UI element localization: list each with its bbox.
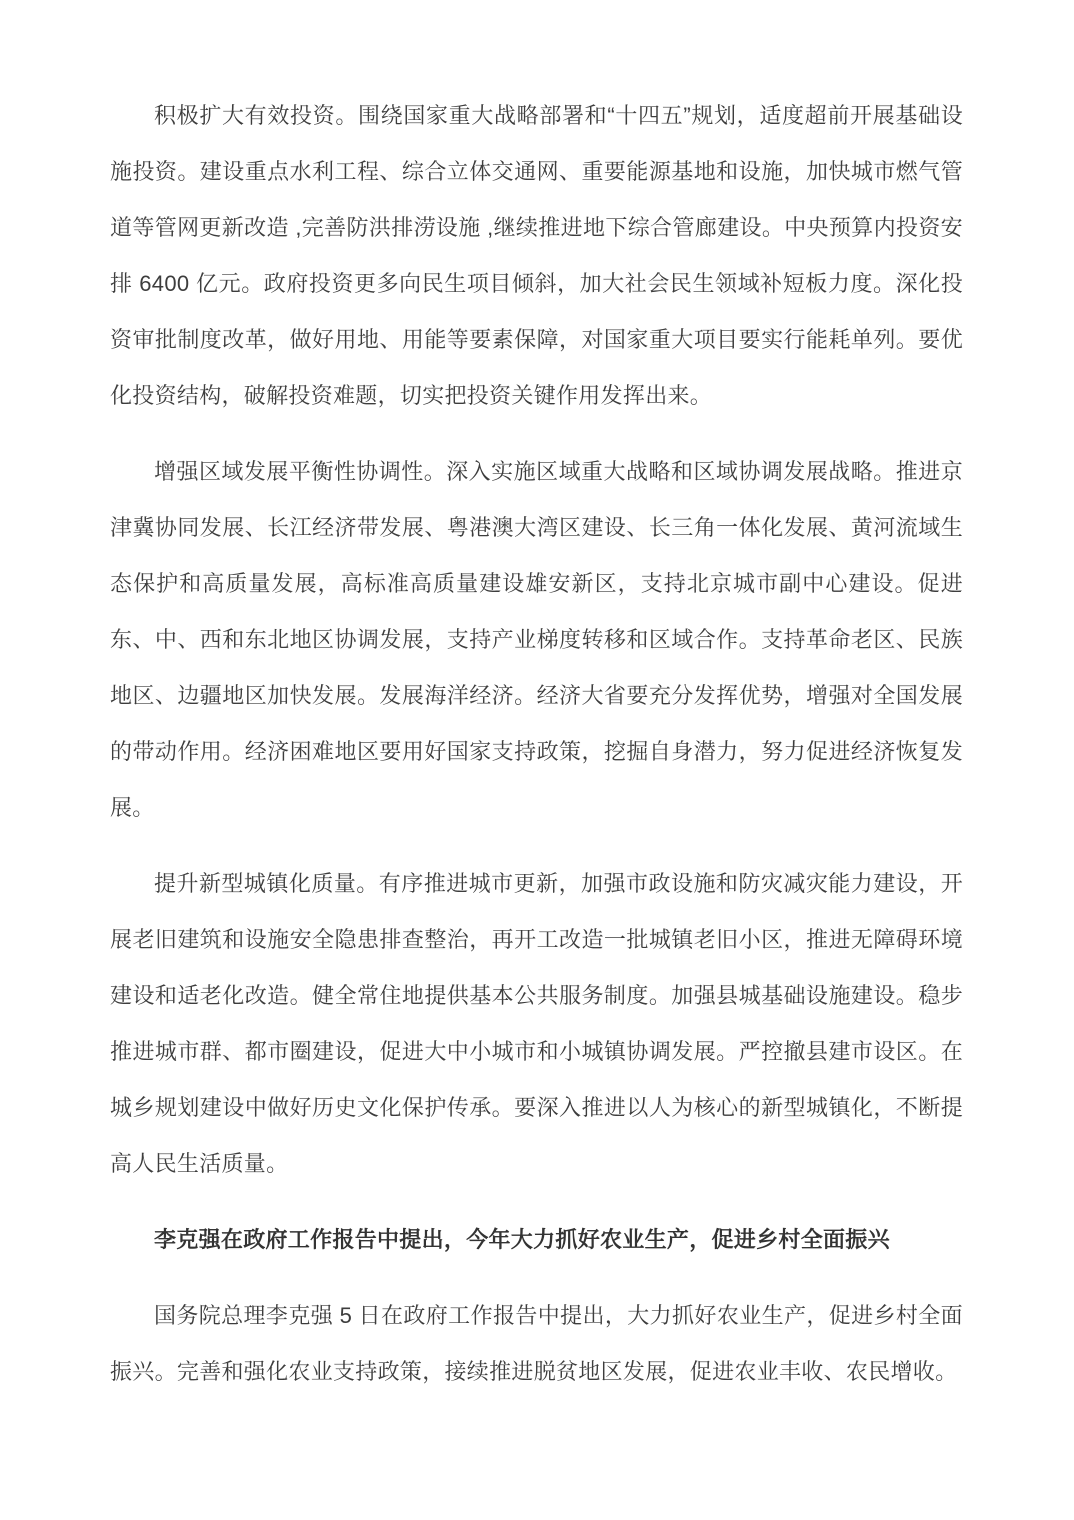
section-heading-agriculture-rural-revitalization: 李克强在政府工作报告中提出，今年大力抓好农业生产，促进乡村全面振兴 xyxy=(154,1227,890,1252)
paragraph-agriculture-production: 国务院总理李克强 5 日在政府工作报告中提出，大力抓好农业生产，促进乡村全面振兴。完善和强化农业支持政策，接续推进脱贫地区发展，促进农业丰收、农民增收。 xyxy=(110,1303,963,1384)
paragraph-regional-development: 增强区域发展平衡性协调性。深入实施区域重大战略和区域协调发展战略。推进京津冀协同发展、长江经济带发展、粤港澳大湾区建设、长三角一体化发展、黄河流域生态保护和高质量发展，高标准高质量建设雄安新区，支持北京城市副中心建设。促进东、中、西和东北地区协调发展，支持产业梯度转移和区域合作。支持革命老区、民族地区、边疆地区加快发展。发展海洋经济。经济大省要充分发挥优势，增强对全国发展的带动作用。经济困难地区要用好国家支持政策，挖掘自身潜力，努力促进经济恢复发展。 xyxy=(110,459,963,820)
paragraph-expand-investment: 积极扩大有效投资。围绕国家重大战略部署和“十四五”规划，适度超前开展基础设施投资。建设重点水利工程、综合立体交通网、重要能源基地和设施，加快城市燃气管道等管网更新改造 ,完善防洪排涝设施 ,继续推进地下综合管廊建设。中央预算内投资安排 6400 亿元。政府投资更多向民生项目倾斜，加大社会民生领域补短板力度。深化投资审批制度改革，做好用地、用能等要素保障，对国家重大项目要实行能耗单列。要优化投资结构，破解投资难题，切实把投资关键作用发挥出来。 xyxy=(110,103,963,408)
paragraph-urbanization-quality: 提升新型城镇化质量。有序推进城市更新，加强市政设施和防灾减灾能力建设，开展老旧建筑和设施安全隐患排查整治，再开工改造一批城镇老旧小区，推进无障碍环境建设和适老化改造。健全常住地提供基本公共服务制度。加强县城基础设施建设。稳步推进城市群、都市圈建设，促进大中小城市和小城镇协调发展。严控撤县建市设区。在城乡规划建设中做好历史文化保护传承。要深入推进以人为核心的新型城镇化，不断提高人民生活质量。 xyxy=(110,871,963,1176)
